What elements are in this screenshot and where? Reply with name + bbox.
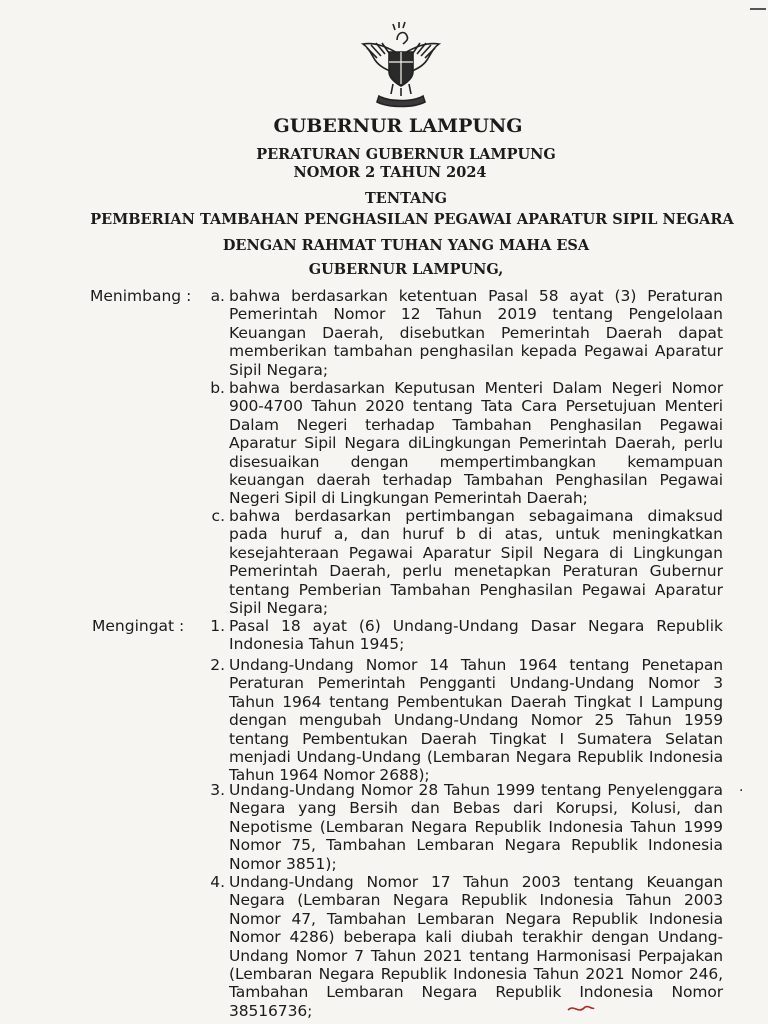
header-judul: PEMBERIAN TAMBAHAN PENGHASILAN PEGAWAI APARATUR SIPIL NEGARA [90, 211, 734, 228]
header-nomor: NOMOR 2 TAHUN 2024 [293, 164, 487, 181]
menimbang-marker-c: c. [211, 507, 225, 525]
header-tentang: TENTANG [365, 190, 447, 207]
mengingat-item-4: Undang-Undang Nomor 17 Tahun 2003 tentang Keuangan Negara (Lembaran Negara Republik Indonesia Tahun 2003 Nomor 47, Tambahan Lembaran Negara Republik Indonesia Nomor 4286) beberapa kali diubah terakhir dengan Undang-Undang Nomor 7 Tahun 2021 tentang Harmonisasi Perpajakan (Lembaran Negara Republik Indonesia Tahun 2021 Nomor 246, Tambahan Lembaran Negara Republik Indonesia Nomor 38516736; [229, 873, 723, 1020]
mengingat-item-2: Undang-Undang Nomor 14 Tahun 1964 tentang Penetapan Peraturan Pemerintah Pengganti Undang-Undang Nomor 3 Tahun 1964 tentang Pembentukan Daerah Tingkat I Lampung dengan mengubah Undang-Undang Nomor 25 Tahun 1959 tentang Pembentukan Daerah Tingkat I Sumatera Selatan menjadi Undang-Undang (Lembaran Negara Republik Indonesia Tahun 1964 Nomor 2688); [229, 656, 723, 785]
menimbang-marker-a: a. [210, 287, 225, 305]
menimbang-item-c: bahwa berdasarkan pertimbangan sebagaimana dimaksud pada huruf a, dan huruf b di atas, untuk meningkatkan kesejahteraan Pegawai Aparatur Sipil Negara di Lingkungan Pemerintah Daerah, perlu menetapkan Peraturan Gubernur tentang Pemberian Tambahan Penghasilan Pegawai Aparatur Sipil Negara; [229, 507, 723, 618]
menimbang-marker-b: b. [210, 379, 225, 397]
header-gubernur: GUBERNUR LAMPUNG [273, 115, 523, 137]
mengingat-label: Mengingat : [92, 617, 185, 635]
menimbang-item-b: bahwa berdasarkan Keputusan Menteri Dalam Negeri Nomor 900-4700 Tahun 2020 tentang Tata Cara Persetujuan Menteri Dalam Negeri terhadap Tambahan Penghasilan Pegawai Aparatur Sipil Negara diLingkungan Pemerintah Daerah, perlu disesuaikan dengan mempertimbangkan kemampuan keuangan daerah terhadap Tambahan Penghasilan Pegawai Negeri Sipil di Lingkungan Pemerintah Daerah; [229, 379, 723, 508]
mengingat-marker-3: 3. [210, 781, 225, 799]
mengingat-marker-1: 1. [210, 617, 225, 635]
header-rahmat: DENGAN RAHMAT TUHAN YANG MAHA ESA [222, 237, 590, 254]
red-ink-mark-icon [566, 1000, 596, 1016]
mengingat-item-3: Undang-Undang Nomor 28 Tahun 1999 tentang Penyelenggara Negara yang Bersih dan Bebas dari Korupsi, Kolusi, dan Nepotisme (Lembaran Negara Republik Indonesia Tahun 1999 Nomor 75, Tambahan Lembaran Negara Republik Indonesia Nomor 3851); [229, 781, 723, 873]
edge-mark [750, 8, 766, 10]
mengingat-item-1: Pasal 18 ayat (6) Undang-Undang Dasar Negara Republik Indonesia Tahun 1945; [229, 617, 723, 654]
header-gubernur-penutup: GUBERNUR LAMPUNG, [308, 261, 504, 278]
menimbang-label: Menimbang : [90, 287, 192, 305]
menimbang-item-a: bahwa berdasarkan ketentuan Pasal 58 ayat (3) Peraturan Pemerintah Nomor 12 Tahun 2019 tentang Pengelolaan Keuangan Daerah, disebutkan Pemerintah Daerah dapat memberikan tambahan penghasilan kepada Pegawai Aparatur Sipil Negara; [229, 287, 723, 379]
mengingat-marker-4: 4. [210, 873, 225, 891]
garuda-emblem-icon [355, 18, 447, 110]
stray-dot-mark: · [739, 783, 744, 799]
mengingat-marker-2: 2. [210, 656, 225, 674]
header-peraturan: PERATURAN GUBERNUR LAMPUNG [256, 146, 556, 163]
